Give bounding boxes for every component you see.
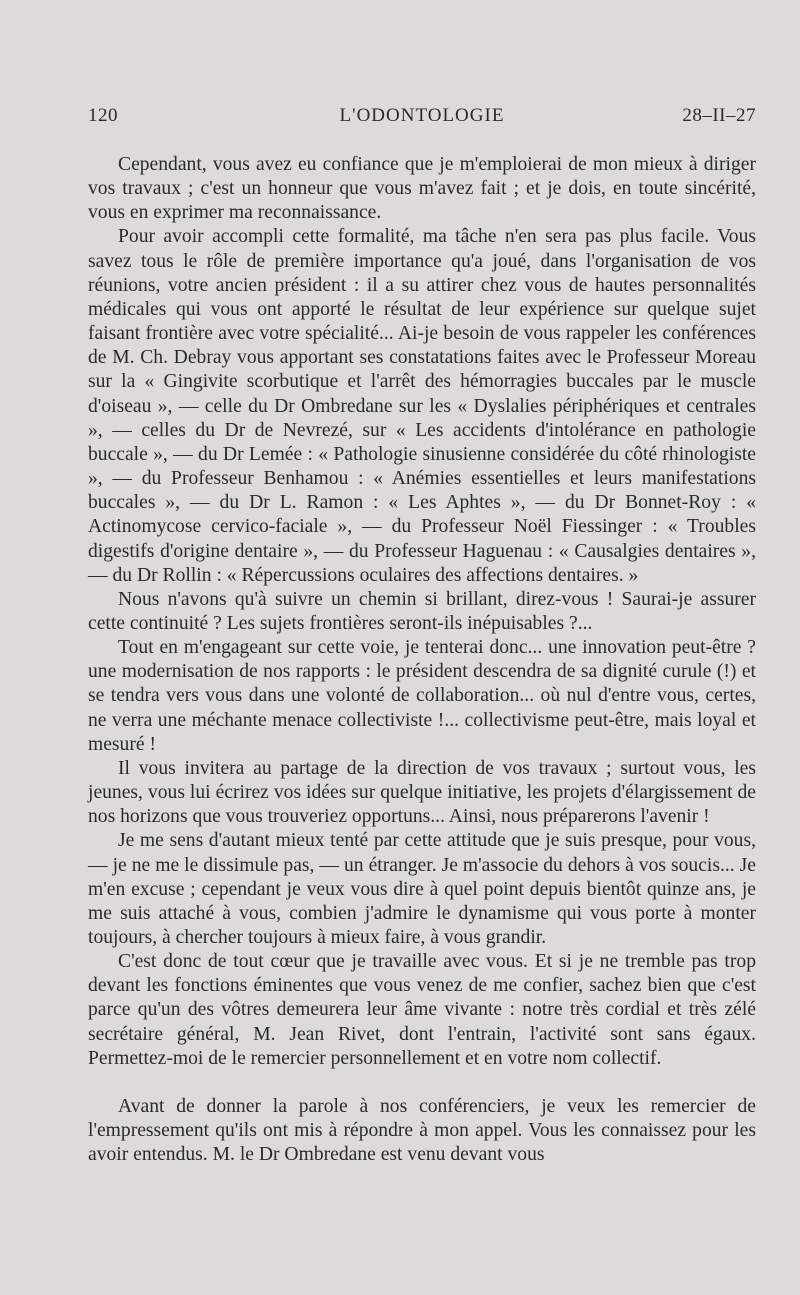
issue-date: 28–II–27 bbox=[682, 105, 756, 126]
paragraph-1: Cependant, vous avez eu confiance que je m'emploierai de mon mieux à diriger vos travaux ; c'est un honneur que vous m'avez fait ; et je dois, en toute sincérité, vous en exprimer ma reconnaissance. bbox=[88, 154, 756, 224]
running-header bbox=[88, 105, 756, 135]
paragraph-4: Tout en m'engageant sur cette voie, je tenterai donc... une innovation peut-être ? une modernisation de nos rapports : le président descendra de sa dignité curule (!) et se tendra vers vous dans une volonté de collaboration... où nul d'entre vous, certes, ne verra une méchante menace collectiviste !... collectivisme peut-être, mais loyal et mesuré ! bbox=[88, 637, 756, 755]
paragraph-6: Je me sens d'autant mieux tenté par cette attitude que je suis presque, pour vous, — je ne me le dissimule pas, — un étranger. Je m'associe du dehors à vos soucis... Je m'en excuse ; cependant je veux vous dire à quel point depuis bientôt quinze ans, je me suis attaché à vous, combien j'admire le dynamisme qui vous porte à monter toujours, à chercher toujours à mieux faire, à vous grandir. bbox=[88, 830, 756, 948]
paragraph-5: Il vous invitera au partage de la direction de vos travaux ; surtout vous, les jeunes, vous lui écrirez vos idées sur quelque initiative, les projets d'élargissement de nos horizons que vous trouveriez opportuns... Ainsi, nous préparerons l'avenir ! bbox=[88, 757, 756, 828]
paragraph-8: Avant de donner la parole à nos conférenciers, je veux les remercier de l'empressement qu'ils ont mis à répondre à mon appel. Vous les connaissez pour les avoir entendus. M. le Dr Ombredane est venu devant vous bbox=[88, 1095, 756, 1166]
paragraph-2: Pour avoir accompli cette formalité, ma tâche n'en sera pas plus facile. Vous savez tous le rôle de première importance qu'a joué, dans l'organisation de vos réunions, votre ancien président : il a su attirer chez vous de hautes personnalités médicales qui vous ont apporté le résultat de leur expérience sur quelque sujet faisant frontière avec votre spécialité... Ai-je besoin de vous rappeler les conférences de M. Ch. Debray vous apportant ses constatations faites avec le Professeur Moreau sur la « Gingivite scorbutique et l'arrêt des hémorragies buccales par le muscle d'oiseau », — celle du Dr Ombredane sur les « Dyslalies périphériques et centrales », — celles du Dr de Nevrezé, sur « Les accidents d'intolérance en pathologie buccale », — du Dr Lemée : « Pathologie sinusienne considérée du côté rhinologiste », — du Professeur Benhamou : « Anémies essentielles et leurs manifestations buccales », — du Dr L. Ramon : « Les Aphtes », — du Dr Bonnet-Roy : « Actinomycose cervico-faciale », — du Professeur Noël Fiessinger : « Troubles digestifs d'origine dentaire », — du Professeur Haguenau : « Causalgies dentaires », — du Dr Rollin : « Répercussions oculaires des affections dentaires. » bbox=[88, 226, 756, 586]
paragraph-3: Nous n'avons qu'à suivre un chemin si brillant, direz-vous ! Saurai-je assurer cette continuité ? Les sujets frontières seront-ils inépuisables ?... bbox=[88, 588, 756, 634]
journal-title: L'ODONTOLOGIE bbox=[339, 105, 505, 126]
paragraph-7: C'est donc de tout cœur que je travaille avec vous. Et si je ne tremble pas trop devant les fonctions éminentes que vous venez de me confier, sachez bien que c'est parce qu'un des vôtres demeurera leur âme vivante : notre très cordial et très zélé secrétaire général, M. Jean Rivet, dont l'entrain, l'activité sont sans égaux. Permettez-moi de le remercier personnellement et en votre nom collectif. bbox=[88, 951, 756, 1069]
body-text bbox=[88, 153, 756, 1167]
page-number: 120 bbox=[88, 105, 118, 126]
